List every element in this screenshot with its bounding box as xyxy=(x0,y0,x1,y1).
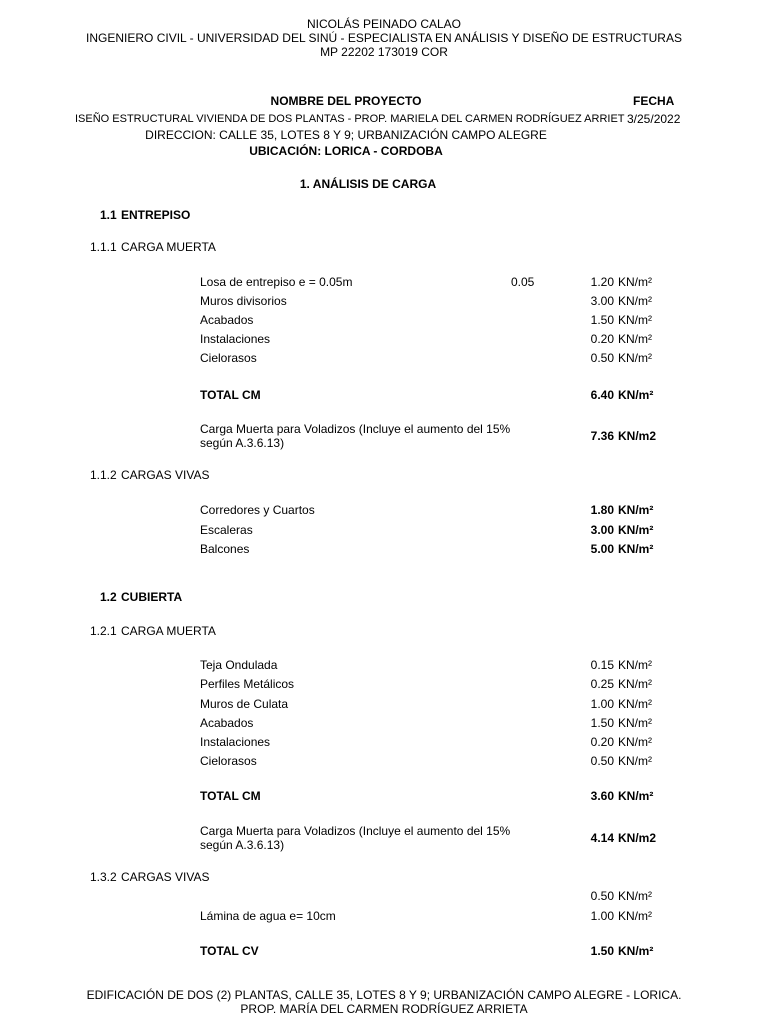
load-item-label: Cielorasos xyxy=(200,754,257,768)
date-label: FECHA xyxy=(633,94,675,108)
section-number: 1.2 xyxy=(100,590,117,604)
load-item-label: Perfiles Metálicos xyxy=(200,677,295,691)
load-item-label: Teja Ondulada xyxy=(200,658,278,672)
load-item-value: 1.00 xyxy=(590,697,614,711)
project-address: DIRECCION: CALLE 35, LOTES 8 Y 9; URBANIZACIÓN CAMPO ALEGRE xyxy=(145,128,547,142)
total-unit: KN/m² xyxy=(618,388,654,402)
load-item-value: 1.20 xyxy=(590,275,614,289)
load-item-unit: KN/m² xyxy=(618,332,652,346)
load-item-unit: KN/m² xyxy=(618,909,652,923)
load-item-value: 0.20 xyxy=(590,735,614,749)
load-item-value: 3.00 xyxy=(590,294,614,308)
load-item-unit: KN/m² xyxy=(618,889,652,903)
cantilever-label: Carga Muerta para Voladizos (Incluye el aumento del 15% según A.3.6.13) xyxy=(200,824,511,852)
load-item-unit: KN/m² xyxy=(618,754,652,768)
load-item-unit: KN/m² xyxy=(618,294,652,308)
load-item-label: Acabados xyxy=(200,313,254,327)
subsection-title-dead-load: CARGA MUERTA xyxy=(121,240,216,254)
load-item-label: Instalaciones xyxy=(200,332,271,346)
engineer-name: NICOLÁS PEINADO CALAO xyxy=(306,17,462,31)
total-label: TOTAL CV xyxy=(200,944,259,958)
load-item-value: 0.50 xyxy=(590,889,614,903)
load-item-value: 0.50 xyxy=(590,754,614,768)
load-item-unit: KN/m² xyxy=(618,697,652,711)
load-item-label: Escaleras xyxy=(200,523,253,537)
engineer-title: INGENIERO CIVIL - UNIVERSIDAD DEL SINÚ - ESPECIALISTA EN ANÁLISIS Y DISEÑO DE ESTRUCTURAS xyxy=(86,31,682,45)
load-item-unit: KN/m² xyxy=(618,716,652,730)
load-item-label: Muros de Culata xyxy=(200,697,289,711)
total-value: 1.50 xyxy=(590,944,614,958)
total-label: TOTAL CM xyxy=(200,789,261,803)
cantilever-value: 7.36 xyxy=(590,429,614,443)
engineer-license: MP 22202 173019 COR xyxy=(320,45,448,59)
load-item-label: Acabados xyxy=(200,716,254,730)
load-item-value: 1.80 xyxy=(590,503,614,517)
load-item-label: Lámina de agua e= 10cm xyxy=(200,909,336,923)
subsection-title-live-load: CARGAS VIVAS xyxy=(121,468,210,482)
analysis-title: 1. ANÁLISIS DE CARGA xyxy=(299,177,437,191)
subsection-number: 1.3.2 xyxy=(90,870,117,884)
project-date: 3/25/2022 xyxy=(627,112,681,126)
load-item-value: 0.20 xyxy=(590,332,614,346)
subsection-number: 1.1.1 xyxy=(90,240,117,254)
load-item-unit: KN/m² xyxy=(618,275,652,289)
load-item-thickness: 0.05 xyxy=(511,275,535,289)
load-item-value: 0.15 xyxy=(590,658,614,672)
load-item-label: Cielorasos xyxy=(200,351,257,365)
load-item-value: 1.50 xyxy=(590,716,614,730)
load-item-value: 1.50 xyxy=(590,313,614,327)
load-item-unit: KN/m² xyxy=(618,351,652,365)
load-item-unit: KN/m² xyxy=(618,503,654,517)
load-item-label: Instalaciones xyxy=(200,735,271,749)
subsection-title-live-load: CARGAS VIVAS xyxy=(121,870,210,884)
project-location: UBICACIÓN: LORICA - CORDOBA xyxy=(249,144,443,158)
load-item-label: Balcones xyxy=(200,542,250,556)
load-item-unit: KN/m² xyxy=(618,313,652,327)
load-item-unit: KN/m² xyxy=(618,542,654,556)
load-item-value: 0.50 xyxy=(590,351,614,365)
project-name: ISEÑO ESTRUCTURAL VIVIENDA DE DOS PLANTAS - PROP. MARIELA DEL CARMEN RODRÍGUEZ ARRIET xyxy=(75,113,625,125)
load-item-label: Losa de entrepiso e = 0.05m xyxy=(200,275,353,289)
load-item-value: 0.25 xyxy=(590,677,614,691)
load-item-value: 1.00 xyxy=(590,909,614,923)
subsection-number: 1.2.1 xyxy=(90,624,117,638)
footer-line-1: EDIFICACIÓN DE DOS (2) PLANTAS, CALLE 35, LOTES 8 Y 9; URBANIZACIÓN CAMPO ALEGRE - LORICA. xyxy=(86,988,682,1002)
section-number: 1.1 xyxy=(100,208,117,222)
total-value: 3.60 xyxy=(590,789,614,803)
load-item-label: Corredores y Cuartos xyxy=(200,503,315,517)
subsection-number: 1.1.2 xyxy=(90,468,117,482)
load-item-value: 5.00 xyxy=(590,542,614,556)
load-item-value: 3.00 xyxy=(590,523,614,537)
project-name-label: NOMBRE DEL PROYECTO xyxy=(270,94,422,108)
load-item-unit: KN/m² xyxy=(618,523,654,537)
load-item-unit: KN/m² xyxy=(618,735,652,749)
section-title-entrepiso: ENTREPISO xyxy=(121,208,191,222)
total-unit: KN/m² xyxy=(618,944,654,958)
total-label: TOTAL CM xyxy=(200,388,261,402)
total-value: 6.40 xyxy=(590,388,614,402)
cantilever-label: Carga Muerta para Voladizos (Incluye el aumento del 15% según A.3.6.13) xyxy=(200,422,511,450)
load-item-label: Muros divisorios xyxy=(200,294,287,308)
cantilever-value: 4.14 xyxy=(590,831,614,845)
load-item-unit: KN/m² xyxy=(618,658,652,672)
cantilever-unit: KN/m2 xyxy=(618,831,657,845)
subsection-title-dead-load: CARGA MUERTA xyxy=(121,624,216,638)
footer-line-2: PROP. MARÍA DEL CARMEN RODRÍGUEZ ARRIETA xyxy=(240,1002,528,1016)
load-item-unit: KN/m² xyxy=(618,677,652,691)
total-unit: KN/m² xyxy=(618,789,654,803)
cantilever-unit: KN/m2 xyxy=(618,429,657,443)
section-title-cubierta: CUBIERTA xyxy=(121,590,183,604)
